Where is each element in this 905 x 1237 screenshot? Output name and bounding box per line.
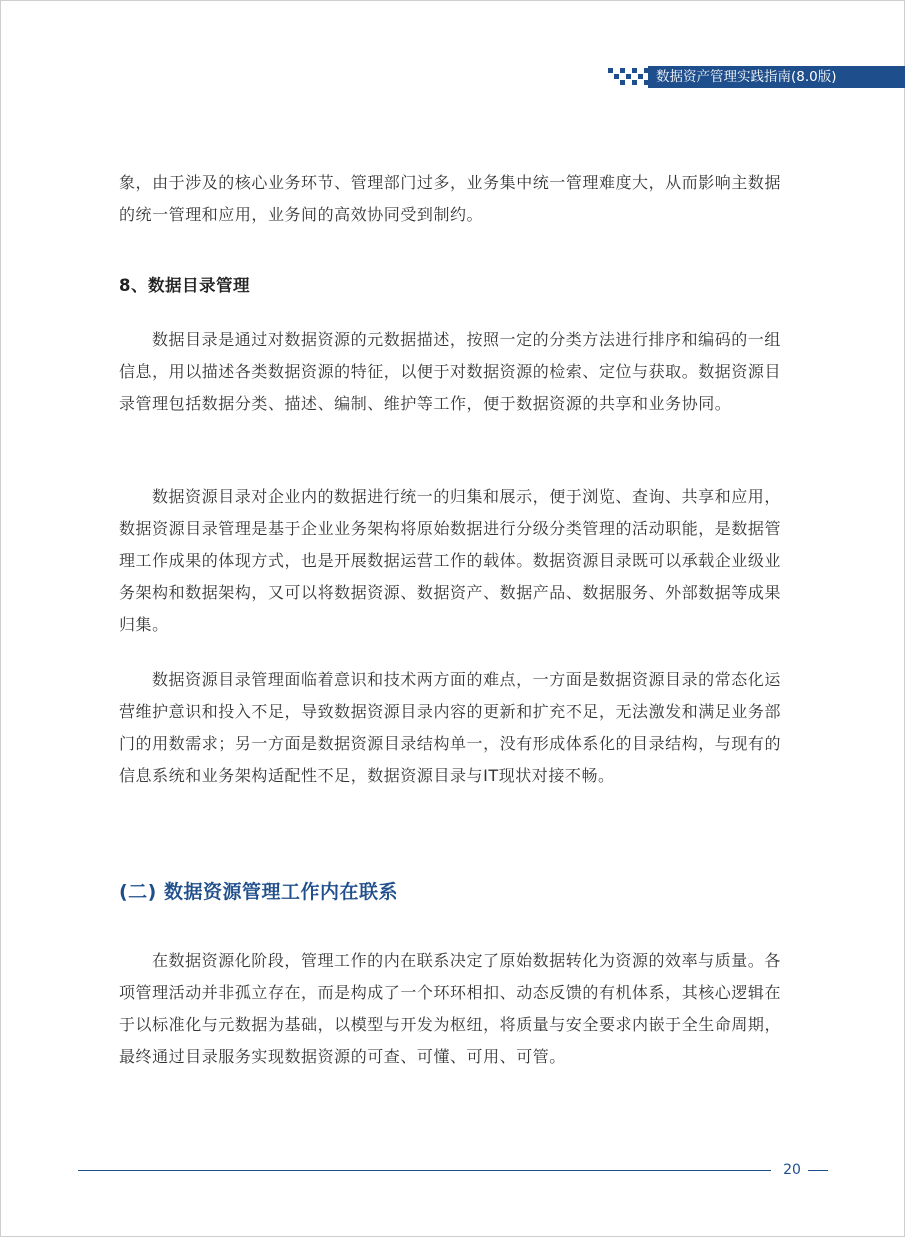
- paragraph-3: 数据资源目录管理面临着意识和技术两方面的难点，一方面是数据资源目录的常态化运营维护意识和投入不足，导致数据资源目录内容的更新和扩充不足，无法激发和满足业务部门的用数需求；另一方面是数据资源目录结构单一，没有形成体系化的目录结构，与现有的信息系统和业务架构适配性不足，数据资源目录与IT现状对接不畅。: [119, 670, 782, 785]
- paragraph-1: 数据目录是通过对数据资源的元数据描述，按照一定的分类方法进行排序和编码的一组信息，用以描述各类数据资源的特征，以便于对数据资源的检索、定位与获取。数据资源目录管理包括数据分类、描述、编制、维护等工作，便于数据资源的共享和业务协同。: [119, 330, 782, 413]
- section-paragraph: 在数据资源化阶段，管理工作的内在联系决定了原始数据转化为资源的效率与质量。各项管理活动并非孤立存在，而是构成了一个环环相扣、动态反馈的有机体系，其核心逻辑在于以标准化与元数据为基础，以模型与开发为枢纽，将质量与安全要求内嵌于全生命周期，最终通过目录服务实现数据资源的可查、可懂、可用、可管。: [119, 951, 782, 1066]
- paragraph-2: 数据资源目录对企业内的数据进行统一的归集和展示，便于浏览、查询、共享和应用，数据资源目录管理是基于企业业务架构将原始数据进行分级分类管理的活动职能，是数据管理工作成果的体现方式，也是开展数据运营工作的载体。数据资源目录既可以承载企业级业务架构和数据架构，又可以将数据资源、数据资产、数据产品、数据服务、外部数据等成果归集。: [119, 487, 782, 634]
- subheading: 8、数据目录管理: [119, 276, 250, 295]
- header-title: 数据资产管理实践指南(8.0版): [656, 69, 837, 85]
- section-heading: (二) 数据资源管理工作内在联系: [119, 881, 398, 903]
- footer-rule-left: [78, 1170, 771, 1171]
- continuation-paragraph: 象，由于涉及的核心业务环节、管理部门过多，业务集中统一管理难度大，从而影响主数据的统一管理和应用，业务间的高效协同受到制约。: [119, 173, 782, 224]
- page-number: 20: [783, 1162, 801, 1178]
- pixel-decoration-icon: [608, 64, 650, 90]
- footer-rule-right: [808, 1170, 828, 1171]
